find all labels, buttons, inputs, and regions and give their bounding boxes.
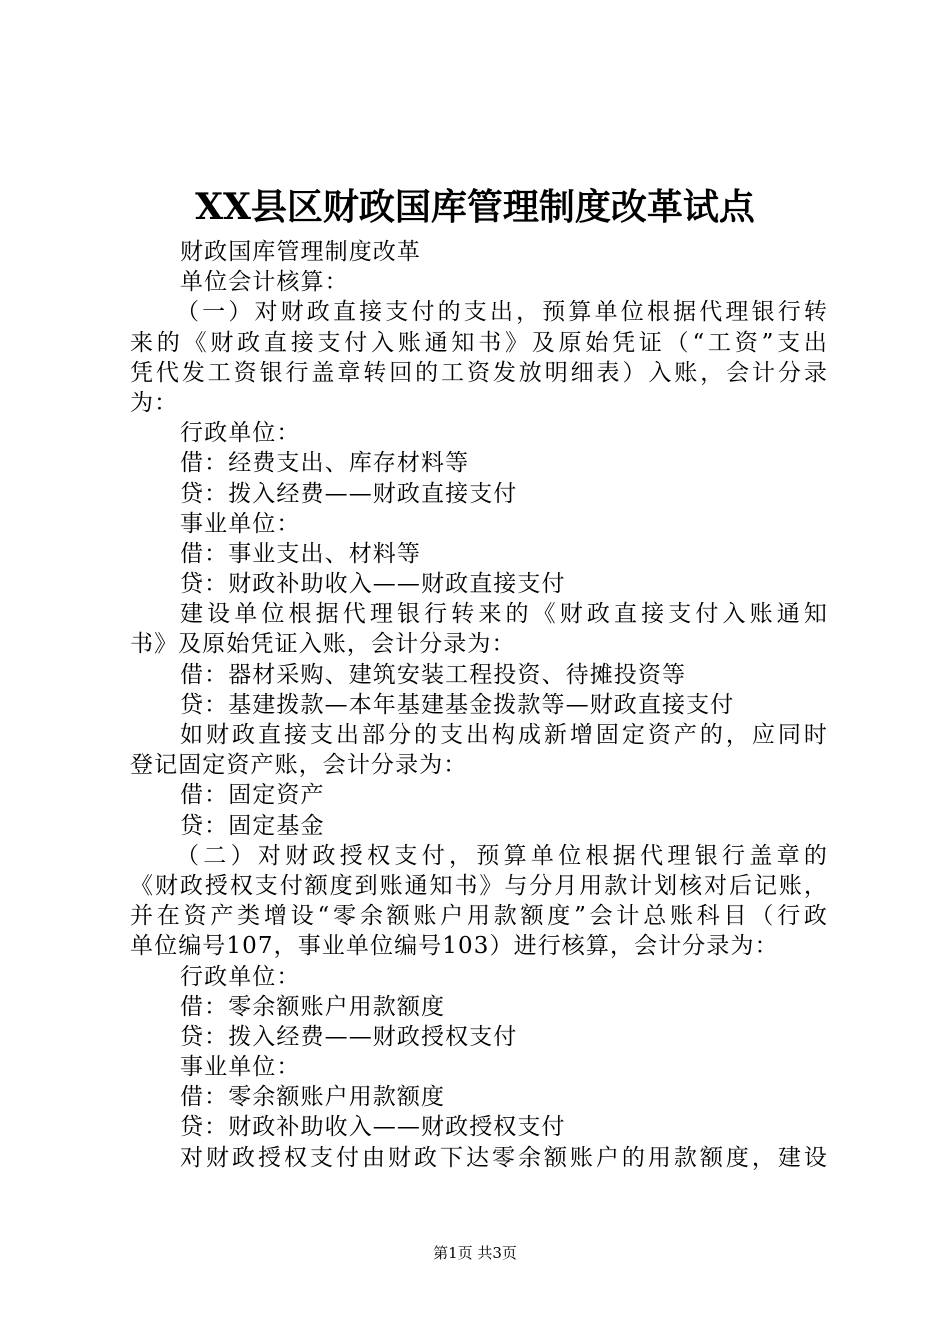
paragraph-line: 贷：财政补助收入——财政授权支付 bbox=[180, 1114, 566, 1141]
document-body bbox=[130, 237, 828, 1173]
paragraph-line: 借：固定资产 bbox=[180, 782, 325, 809]
paragraph-line: 凭代发工资银行盖章转回的工资发放明细表）入账，会计分录 bbox=[130, 359, 828, 386]
paragraph-line: 财政国库管理制度改革 bbox=[180, 239, 421, 265]
paragraph-line: 借：零余额账户用款额度 bbox=[180, 993, 446, 1020]
paragraph-line: 贷：基建拨款—本年基建基金拨款等—财政直接支付 bbox=[180, 691, 735, 718]
paragraph-line: 对财政授权支付由财政下达零余额账户的用款额度，建设 bbox=[180, 1144, 828, 1171]
paragraph-line: 借：零余额账户用款额度 bbox=[180, 1084, 446, 1111]
paragraph-line: （一）对财政直接支付的支出，预算单位根据代理银行转 bbox=[176, 299, 828, 326]
paragraph-line: 事业单位： bbox=[180, 510, 301, 537]
paragraph-line: 借：经费支出、库存材料等 bbox=[180, 450, 470, 477]
paragraph-line: 行政单位： bbox=[180, 963, 301, 990]
paragraph-line: 单位编号107，事业单位编号103）进行核算，会计分录为： bbox=[130, 933, 779, 960]
paragraph-line: 为： bbox=[130, 389, 179, 416]
paragraph-line: 贷：固定基金 bbox=[180, 812, 325, 839]
page-footer: 第1页 共3页 bbox=[433, 1244, 517, 1262]
paragraph-line: 贷：财政补助收入——财政直接支付 bbox=[180, 571, 566, 598]
paragraph-line: 登记固定资产账，会计分录为： bbox=[130, 752, 468, 779]
paragraph-line: 事业单位： bbox=[180, 1054, 301, 1081]
paragraph-line: 来的《财政直接支付入账通知书》及原始凭证（“工资”支出 bbox=[130, 329, 828, 356]
document-title: XX县区财政国库管理制度改革试点 bbox=[195, 186, 755, 228]
paragraph-line: 贷：拨入经费——财政直接支付 bbox=[180, 480, 518, 507]
paragraph-line: 如财政直接支出部分的支出构成新增固定资产的，应同时 bbox=[180, 722, 828, 748]
paragraph-line: 《财政授权支付额度到账通知书》与分月用款计划核对后记账， bbox=[130, 872, 828, 899]
paragraph-line: 书》及原始凭证入账，会计分录为： bbox=[130, 631, 516, 658]
paragraph-line: 并在资产类增设“零余额账户用款额度”会计总账科目（行政 bbox=[130, 903, 828, 930]
paragraph-line: 建设单位根据代理银行转来的《财政直接支付入账通知 bbox=[180, 601, 828, 628]
paragraph-line: 行政单位： bbox=[180, 420, 301, 447]
paragraph-line: 贷：拨入经费——财政授权支付 bbox=[180, 1023, 518, 1050]
paragraph-line: 单位会计核算： bbox=[180, 269, 349, 296]
paragraph-line: 借：事业支出、材料等 bbox=[180, 540, 421, 567]
paragraph-line: （二）对财政授权支付，预算单位根据代理银行盖章的 bbox=[176, 842, 828, 869]
paragraph-line: 借：器材采购、建筑安装工程投资、待摊投资等 bbox=[180, 661, 687, 688]
